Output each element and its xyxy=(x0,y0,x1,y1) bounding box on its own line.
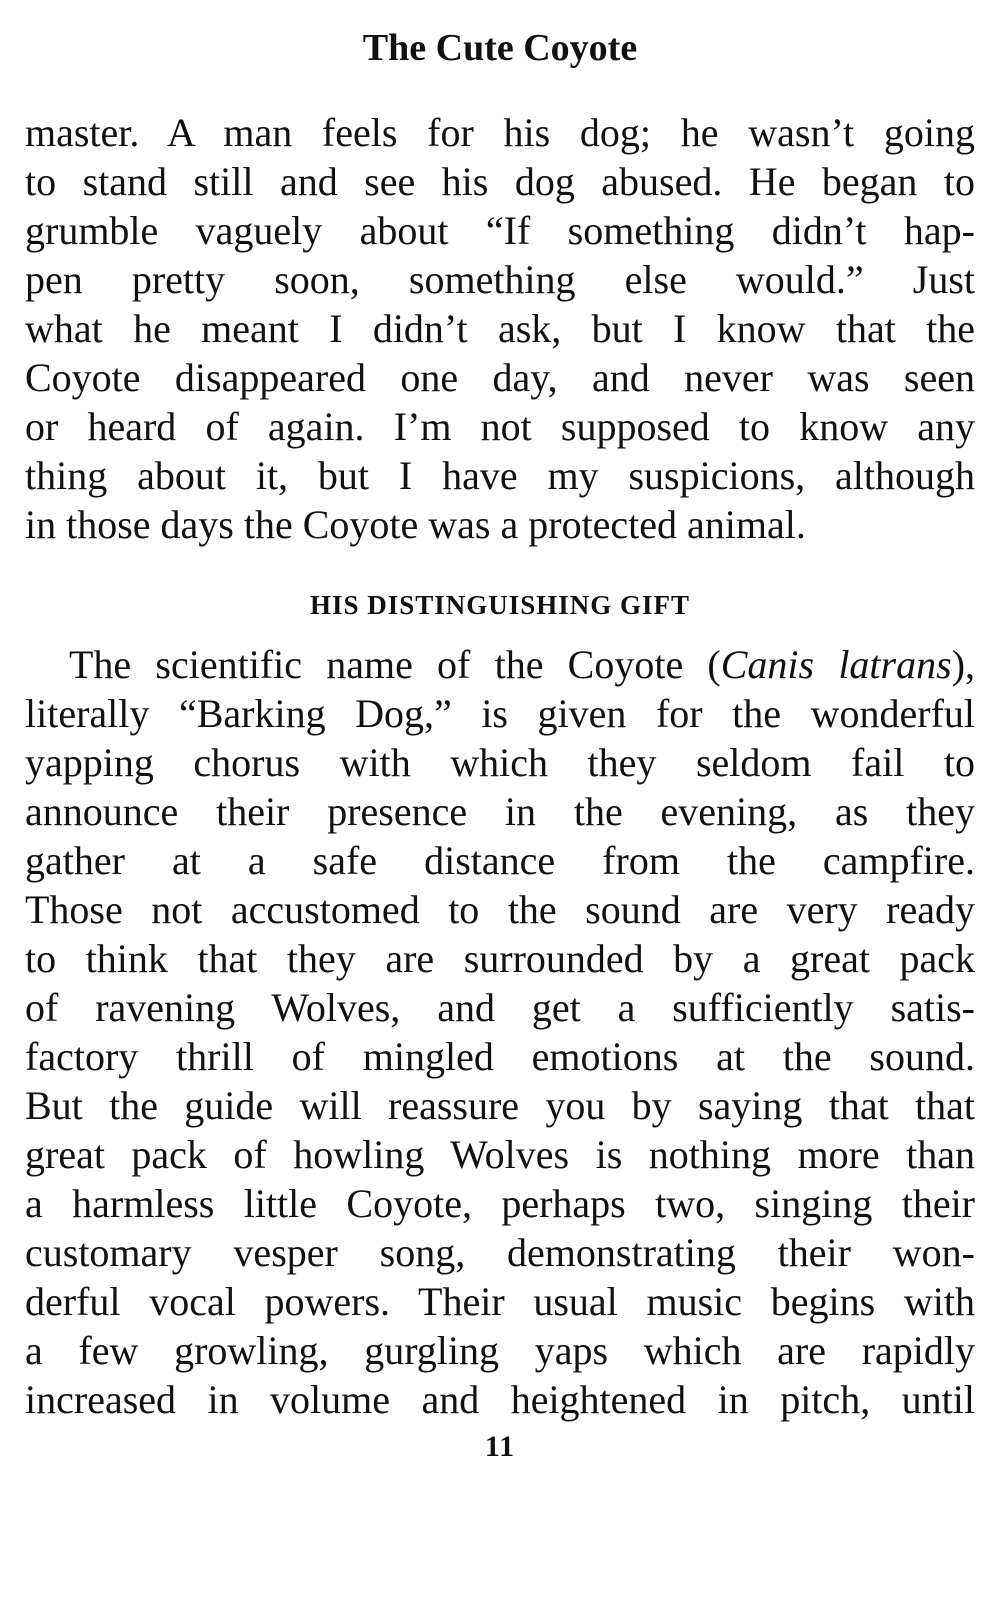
text-line: in those days the Coyote was a protected animal. xyxy=(25,502,806,547)
text-line: announce their presence in the evening, as they xyxy=(25,789,975,834)
text-line: literally “Barking Dog,” is given for the wonderful xyxy=(25,691,975,736)
text-line: of ravening Wolves, and get a sufficiently satis- xyxy=(25,985,975,1030)
text-line: Coyote disappeared one day, and never was seen xyxy=(25,355,975,400)
text-line: thing about it, but I have my suspicions, although xyxy=(25,453,975,498)
text-line: factory thrill of mingled emotions at the sound. xyxy=(25,1034,975,1079)
text-line: increased in volume and heightened in pitch, until xyxy=(25,1377,975,1422)
text-line: great pack of howling Wolves is nothing more than xyxy=(25,1132,975,1177)
text-line: grumble vaguely about “If something didn’t hap- xyxy=(25,208,975,253)
text-line: or heard of again. I’m not supposed to know any xyxy=(25,404,975,449)
section-heading: HIS DISTINGUISHING GIFT xyxy=(309,590,691,620)
text-line: to think that they are surrounded by a great pack xyxy=(25,936,975,981)
text-line: derful vocal powers. Their usual music begins with xyxy=(25,1279,975,1324)
text-line: Those not accustomed to the sound are very ready xyxy=(25,887,975,932)
paragraph-distinguishing-gift xyxy=(25,640,975,1424)
scientific-name: Canis latrans xyxy=(720,642,952,687)
text-line: master. A man feels for his dog; he wasn’t going xyxy=(25,110,975,155)
text-line: to stand still and see his dog abused. He began to xyxy=(25,159,975,204)
text-line: But the guide will reassure you by saying that that xyxy=(25,1083,975,1128)
text-line-first xyxy=(25,640,975,689)
text-fragment: ), xyxy=(951,642,976,687)
paragraph-continued xyxy=(25,108,975,549)
text-line: a few growling, gurgling yaps which are rapidly xyxy=(25,1328,975,1373)
text-line: a harmless little Coyote, perhaps two, singing their xyxy=(25,1181,975,1226)
text-line: customary vesper song, demonstrating their won- xyxy=(25,1230,975,1275)
text-line: pen pretty soon, something else would.” Just xyxy=(25,257,975,302)
text-fragment: The scientific name of the Coyote ( xyxy=(69,642,721,687)
running-head: The Cute Coyote xyxy=(362,27,638,69)
page-number: 11 xyxy=(484,1430,516,1463)
text-line: yapping chorus with which they seldom fail to xyxy=(25,740,975,785)
text-line: what he meant I didn’t ask, but I know that the xyxy=(25,306,975,351)
text-line: gather at a safe distance from the campfire. xyxy=(25,838,975,883)
